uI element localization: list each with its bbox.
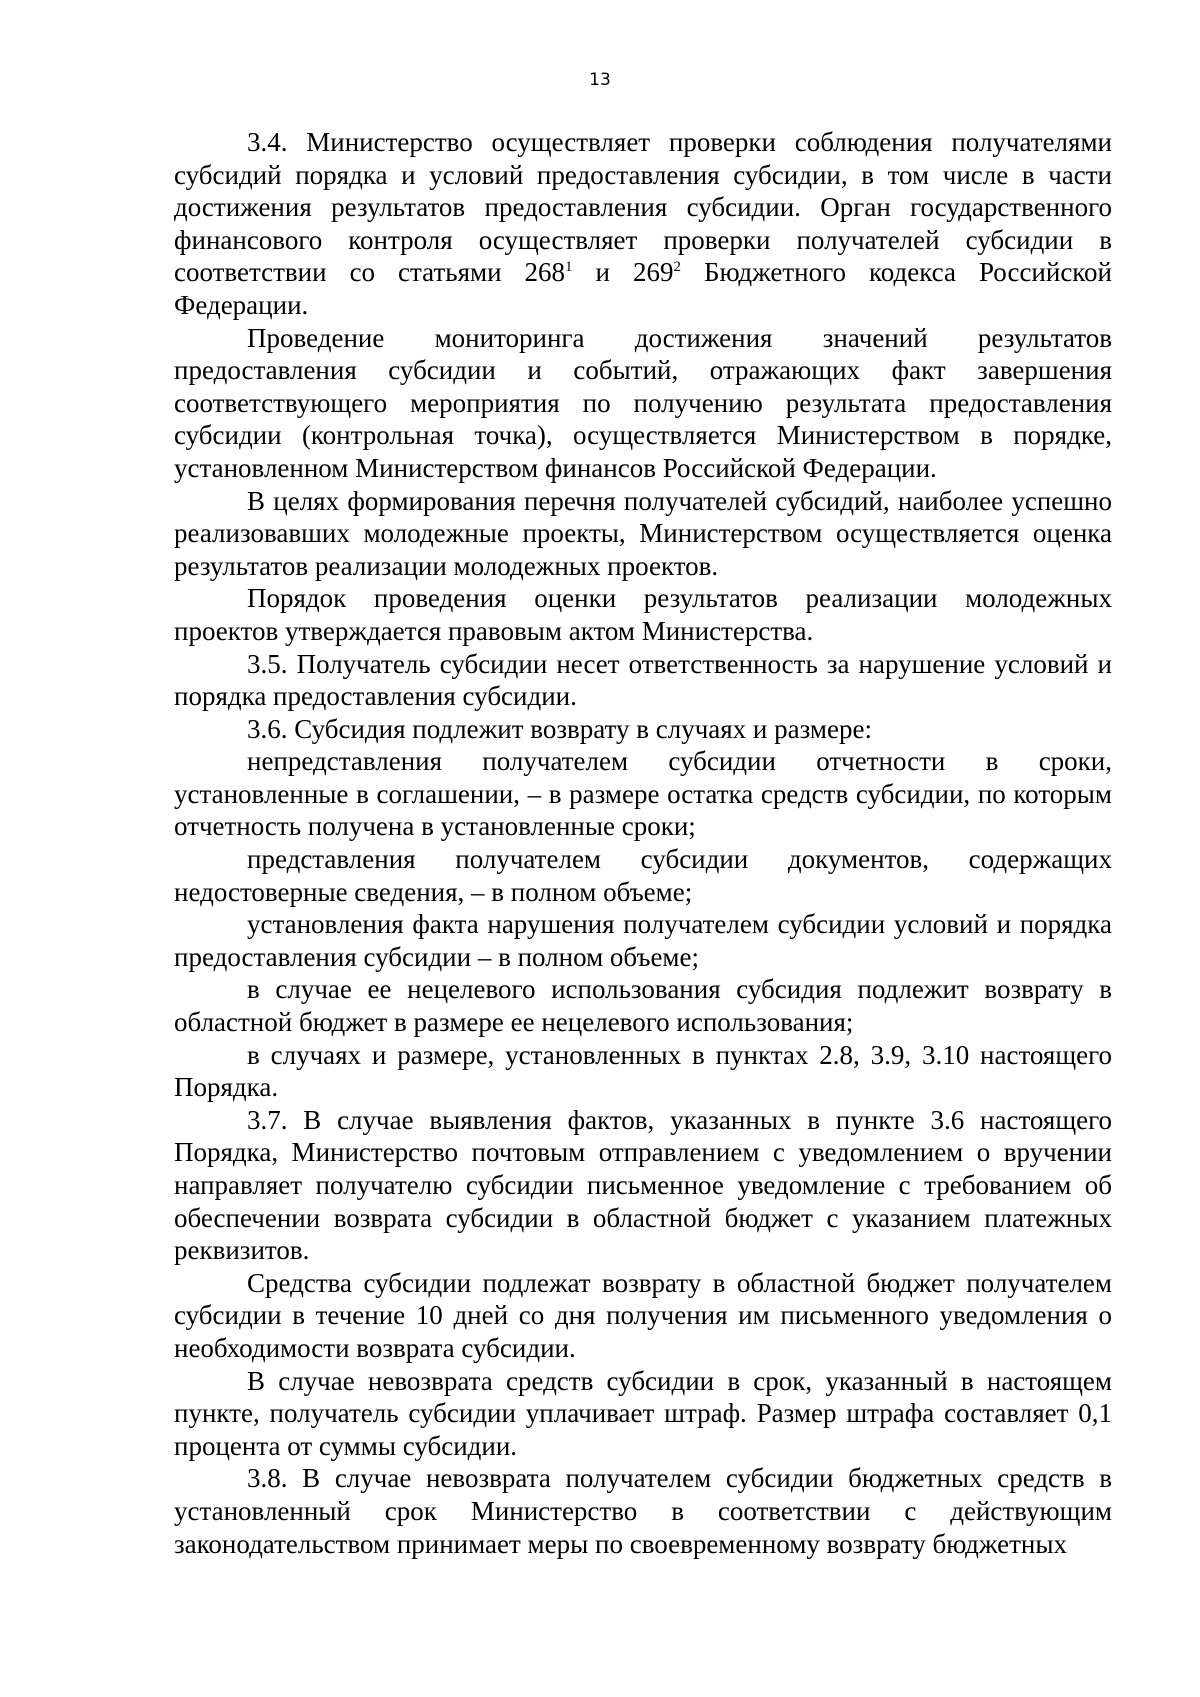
paragraph-text: 3.4. Министерство осуществляет проверки соблюдения получателями субсидий порядка и условий предоставления субсидии, в том числе в части достижения результатов предоставления субсидии. Орган государственного финансового контроля осуществляет проверки получателей субсидии в соответствии со статьями 268: [174, 127, 1112, 288]
paragraph-evaluation: В целях формирования перечня получателей субсидий, наиболее успешно реализовавших молодежные проекты, Министерством осуществляется оценка результатов реализации молодежных проектов.: [174, 485, 1112, 581]
paragraph-3-6: 3.6. Субсидия подлежит возврату в случаях и размере:: [247, 713, 872, 744]
footnote-superscript: 2: [673, 259, 682, 276]
paragraph-monitoring: Проведение мониторинга достижения значений результатов предоставления субсидии и событий, отражающих факт завершения соответствующего мероприятия по получению результата предоставления субсидии (контрольная точка), осуществляется Министерством в порядке, установленном Министерством финансов Российской Федерации.: [174, 322, 1112, 483]
paragraph-3-4: [174, 126, 1112, 322]
paragraph-penalty: В случае невозврата средств субсидии в срок, указанный в настоящем пункте, получатель субсидии уплачивает штраф. Размер штрафа составляет 0,1 процента от суммы субсидии.: [174, 1365, 1112, 1461]
document-body: [174, 126, 1112, 1560]
list-item-violation: установления факта нарушения получателем субсидии условий и порядка предоставления субсидии – в полном объеме;: [174, 909, 1112, 972]
list-item-false-documents: представления получателем субсидии документов, содержащих недостоверные сведения, – в полном объеме;: [174, 844, 1112, 907]
paragraph-3-7: 3.7. В случае выявления фактов, указанных в пункте 3.6 настоящего Порядка, Министерство почтовым отправлением с уведомлением о вручении направляет получателю субсидии письменное уведомление с требованием об обеспечении возврата субсидии в областной бюджет с указанием платежных реквизитов.: [174, 1104, 1112, 1266]
paragraph-return-term: Средства субсидии подлежат возврату в областной бюджет получателем субсидии в течение 10 дней со дня получения им письменного уведомления о необходимости возврата субсидии.: [174, 1267, 1112, 1363]
paragraph-3-8: 3.8. В случае невозврата получателем субсидии бюджетных средств в установленный срок Министерство в соответствии с действующим законодательством принимает меры по своевременному возврату бюджетных: [174, 1463, 1112, 1559]
footnote-superscript: 1: [565, 259, 573, 276]
paragraph-evaluation-order: Порядок проведения оценки результатов реализации молодежных проектов утверждается правовым актом Министерства.: [174, 583, 1112, 646]
page-number: 13: [589, 70, 611, 90]
list-item-nonreporting: непредставления получателем субсидии отчетности в сроки, установленные в соглашении, – в размере остатка средств субсидии, по которым отчетность получена в установленные сроки;: [174, 746, 1112, 842]
paragraph-text: Бюджетного кодекса Российской Федерации.: [174, 257, 1113, 320]
list-item-misuse: в случае ее нецелевого использования субсидия подлежит возврату в областной бюджет в размере ее нецелевого использования;: [174, 974, 1112, 1038]
paragraph-3-5: 3.5. Получатель субсидии несет ответственность за нарушение условий и порядка предоставления субсидии.: [174, 648, 1112, 712]
list-item-other-cases: в случаях и размере, установленных в пунктах 2.8, 3.9, 3.10 настоящего Порядка.: [174, 1039, 1112, 1103]
paragraph-text: и 269: [572, 257, 674, 288]
